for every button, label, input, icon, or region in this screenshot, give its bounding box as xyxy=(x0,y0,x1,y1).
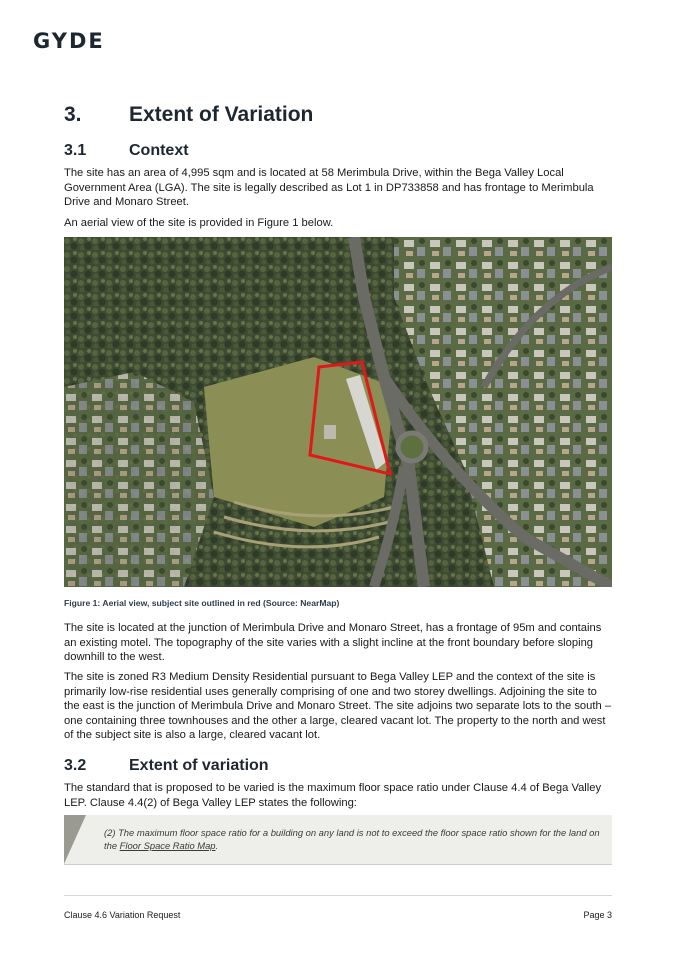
paragraph-site-location: The site is located at the junction of Merimbula Drive and Monaro Street, has a frontage of 95m and contains an existing motel. The topography of the site varies with a slight incline at the front boundary before sloping downhill to the west. xyxy=(64,622,602,664)
gyde-logo: GYDE xyxy=(33,29,105,53)
subsection-heading-context xyxy=(64,142,189,160)
section-title: Extent of Variation xyxy=(129,103,314,126)
subsection-number: 3.1 xyxy=(64,142,87,159)
clause-quote-box xyxy=(64,815,612,865)
section-number: 3. xyxy=(64,103,82,126)
aerial-photo xyxy=(64,237,612,587)
footer-divider xyxy=(64,895,612,896)
clause-quote-text xyxy=(104,826,604,852)
quote-end: . xyxy=(215,840,219,851)
subsection-number: 3.2 xyxy=(64,757,87,774)
subsection-heading-extent xyxy=(64,757,269,775)
quote-body: (2) The maximum floor space ratio for a building on any land is not to exceed the floor space ratio shown for the land on the xyxy=(104,827,600,851)
paragraph-standard: The standard that is proposed to be varied is the maximum floor space ratio under Clause 4.4 of Bega Valley LEP. Clause 4.4(2) of Bega Valley LEP states the following: xyxy=(64,782,602,809)
paragraph-zoning: The site is zoned R3 Medium Density Residential pursuant to Bega Valley LEP and the context of the site is primarily low-rise residential uses generally comprising of one and two storey dwellings. Adjoining the site to the east is the junction of Merimbula Drive and Monaro Street. The site adjoins two separate lots to the south – one containing three townhouses and the other a large, cleared vacant lot. The property to the north and west of the subject site is also a large, cleared vacant lot. xyxy=(64,671,612,742)
floor-space-ratio-map-link[interactable]: Floor Space Ratio Map xyxy=(119,840,216,851)
figure-caption: Figure 1: Aerial view, subject site outlined in red (Source: NearMap) xyxy=(64,598,340,608)
subsection-title: Extent of variation xyxy=(129,757,269,774)
footer-page-number: Page 3 xyxy=(583,910,612,920)
paragraph-aerial-intro: An aerial view of the site is provided in Figure 1 below. xyxy=(64,217,334,229)
subsection-title: Context xyxy=(129,142,189,159)
section-heading xyxy=(64,103,313,127)
quote-corner-decoration xyxy=(64,815,86,864)
paragraph-site-area: The site has an area of 4,995 sqm and is located at 58 Merimbula Drive, within the Bega Valley Local Government Area (LGA). The site is legally described as Lot 1 in DP733858 and has frontage to Merimbula Drive and Monaro Street. xyxy=(64,167,594,209)
footer-document-title: Clause 4.6 Variation Request xyxy=(64,910,181,920)
aerial-view-figure xyxy=(64,237,612,587)
